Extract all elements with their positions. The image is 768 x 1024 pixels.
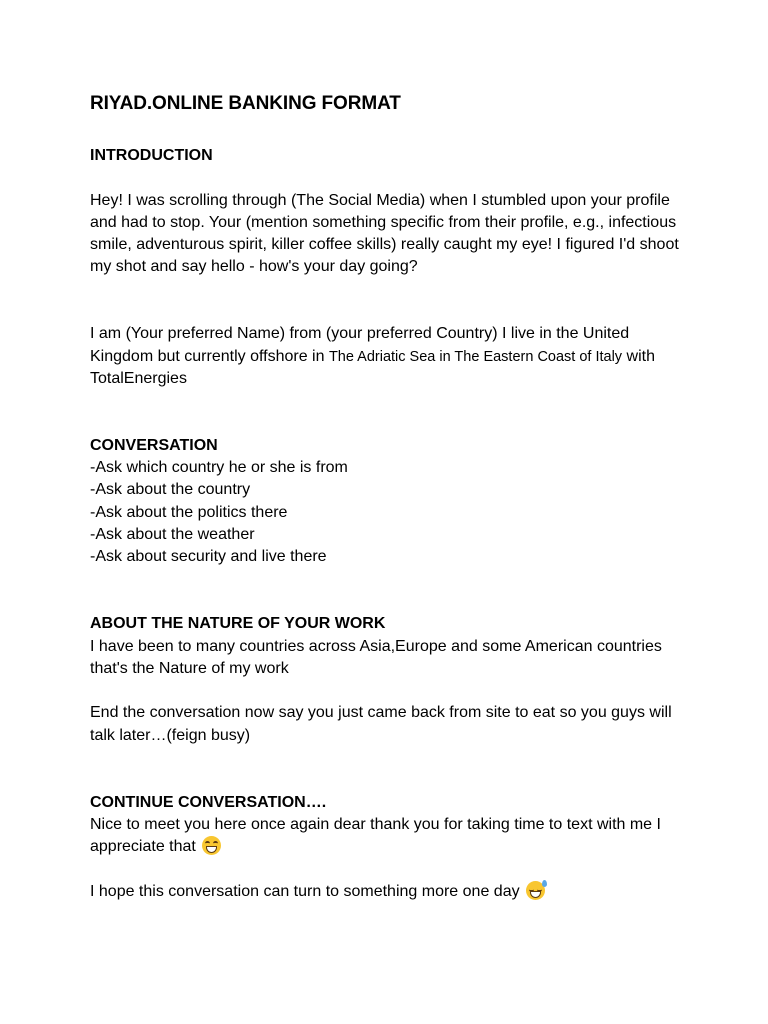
list-item: -Ask which country he or she is from [90, 459, 348, 477]
spacer [90, 569, 690, 614]
document-title: RIYAD.ONLINE BANKING FORMAT [90, 93, 401, 114]
spacer [90, 390, 690, 435]
conversation-list [90, 457, 690, 568]
spacer [90, 279, 690, 324]
offshore-location-text: The Adriatic Sea in The Eastern Coast of Italy [328, 348, 623, 365]
self-introduction-text: I am (Your preferred Name) from (your preferred Country) I live in the United Kingdom but currently offshore in [90, 325, 630, 365]
introduction-paragraph: Hey! I was scrolling through (The Social Media) when I stumbled upon your profile and had to stop. Your (mention something specific from their profile, e.g., infectious smile, adventurous spirit, killer coffee skills) really caught my eye! I figured I'd shoot my shot and say hello - how's your day going? [90, 191, 679, 276]
list-item: -Ask about the country [90, 481, 251, 499]
self-introduction-paragraph [90, 323, 690, 390]
continue-text: Nice to meet you here once again dear thank you for taking time to text with me I appreciate that [90, 815, 661, 856]
work-paragraph: I have been to many countries across Asia,Europe and some American countries that's the Nature of my work [90, 637, 662, 677]
hope-text: I hope this conversation can turn to something more one day [90, 882, 525, 900]
end-conversation-paragraph: End the conversation now say you just came back from site to eat so you guys will talk later…(feign busy) [90, 704, 672, 744]
work-heading: ABOUT THE NATURE OF YOUR WORK [90, 615, 386, 633]
continue-paragraph [90, 814, 690, 859]
continue-heading: CONTINUE CONVERSATION…. [90, 793, 327, 811]
grinning-face-icon [202, 836, 221, 855]
spacer [90, 859, 690, 881]
spacer [90, 167, 690, 189]
list-item: -Ask about the weather [90, 526, 255, 544]
spacer [90, 747, 690, 792]
grinning-face-with-sweat-icon [526, 881, 545, 900]
spacer [90, 680, 690, 702]
conversation-heading: CONVERSATION [90, 436, 218, 454]
hope-paragraph [90, 881, 690, 903]
list-item: -Ask about security and live there [90, 548, 327, 566]
introduction-heading: INTRODUCTION [90, 147, 213, 164]
list-item: -Ask about the politics there [90, 503, 288, 521]
document-body [90, 92, 690, 903]
employer-text: with TotalEnergies [90, 347, 655, 387]
